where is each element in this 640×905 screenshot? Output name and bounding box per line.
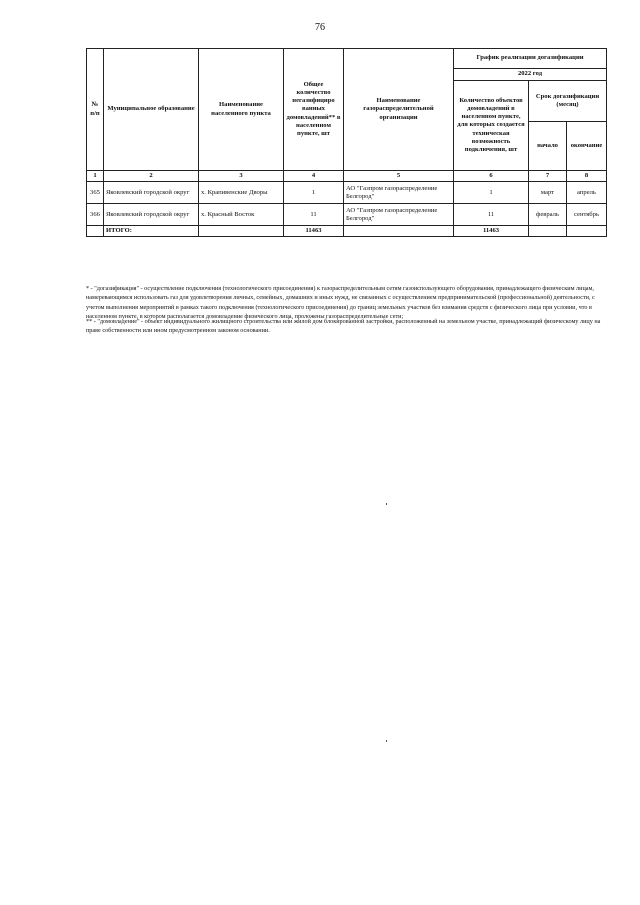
table-row	[87, 204, 607, 226]
total-row	[87, 226, 607, 237]
column-number: 6	[454, 171, 529, 182]
footnote-gasification: * - "догазификация" - осуществление подключения (технологического присоединения) к газораспределительным сетям газоиспользующего оборудования, принадлежащего физическим лицам, намеревающимся использовать газ для удовлетворения личных, семейных, домашних и иных нужд, не связанных с осуществлением предпринимательской (профессиональной) деятельности, с учетом выполнения мероприятий в рамках такого подключения (технологического присоединения) до границ земельных участков без взимания средств с физического лица при условии, что в населенном пункте, в котором располагается домовладение физического лица, проложены газораспределительные сети;	[86, 285, 595, 320]
header-gas-organization: Наименование газораспределительной организации	[344, 49, 454, 171]
row-end-month: сентябрь	[567, 204, 607, 226]
footnote-household: ** - "домовладение" - объект индивидуального жилищного строительства или жилой дом блокированной застройки, расположенный на земельном участке, принадлежащий физическому лицу на праве собственности или ином предусмотренном законом основании.	[86, 318, 601, 335]
column-number-row	[87, 171, 607, 182]
row-total-households: 11	[284, 204, 344, 226]
row-num: 366	[87, 204, 104, 226]
column-number: 7	[529, 171, 567, 182]
row-households-count: 11	[454, 204, 529, 226]
row-households-count: 1	[454, 182, 529, 204]
total-empty-cell	[87, 226, 104, 237]
row-total-households: 1	[284, 182, 344, 204]
row-num: 365	[87, 182, 104, 204]
header-total-households: Общее количество негазифициро ванных домовладений** в населенном пункте, шт	[284, 49, 344, 171]
column-number: 3	[199, 171, 284, 182]
row-settlement: х. Крапивенские Дворы	[199, 182, 284, 204]
row-end-month: апрель	[567, 182, 607, 204]
page-number: 76	[315, 22, 325, 33]
column-number: 5	[344, 171, 454, 182]
header-settlement: Наименование населенного пункта	[199, 49, 284, 171]
total-label: ИТОГО:	[104, 226, 199, 237]
table-row	[87, 182, 607, 204]
header-num: № п/п	[87, 49, 104, 171]
column-number: 1	[87, 171, 104, 182]
row-municipality: Яковлевский городской округ	[104, 204, 199, 226]
row-start-month: март	[529, 182, 567, 204]
row-settlement: х. Красный Восток	[199, 204, 284, 226]
header-year: 2022 год	[454, 69, 607, 81]
column-number: 2	[104, 171, 199, 182]
scan-speck	[386, 740, 387, 742]
header-municipality: Муниципальное образование	[104, 49, 199, 171]
header-period-cell	[529, 81, 607, 171]
total-empty-cell	[567, 226, 607, 237]
row-gas-organization: АО "Газпром газораспределение Белгород"	[344, 182, 454, 204]
total-households-count: 11463	[454, 226, 529, 237]
scan-speck	[386, 503, 387, 505]
header-period: Срок догазификации (месяц)	[529, 81, 606, 122]
header-households-count: Количество объектов домовладений в населенном пункте, для которых создается техническая возможность подключения, шт	[454, 81, 529, 171]
total-empty-cell	[529, 226, 567, 237]
header-schedule-group: График реализации догазификации	[454, 49, 607, 69]
row-municipality: Яковлевский городской округ	[104, 182, 199, 204]
gasification-table	[86, 48, 607, 237]
row-gas-organization: АО "Газпром газораспределение Белгород"	[344, 204, 454, 226]
header-end: окончание	[570, 141, 603, 149]
header-start: начало	[529, 122, 567, 170]
total-households: 11463	[284, 226, 344, 237]
column-number: 8	[567, 171, 607, 182]
row-start-month: февраль	[529, 204, 567, 226]
total-empty-cell	[199, 226, 284, 237]
column-number: 4	[284, 171, 344, 182]
total-empty-cell	[344, 226, 454, 237]
